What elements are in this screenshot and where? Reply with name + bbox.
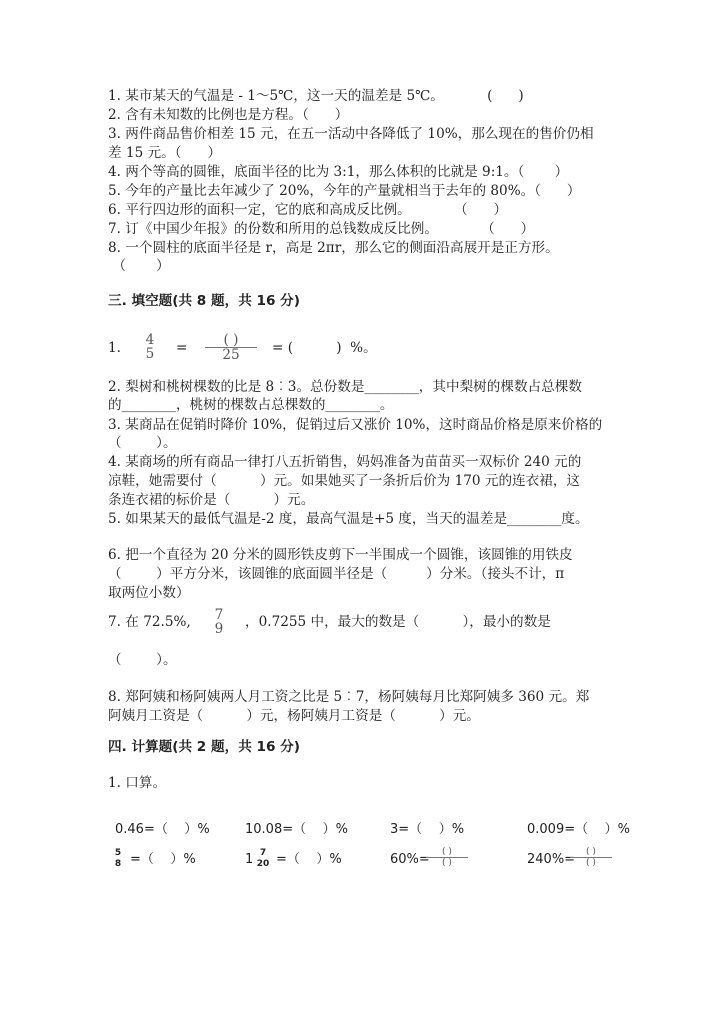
fill-line: 6. 把一个直径为 20 分米的圆形铁皮剪下一半围成一个圆锥，该圆锥的用铁皮 bbox=[108, 547, 573, 563]
calc-item: =（ ）% bbox=[130, 852, 196, 867]
judge-item-7: 7. 订《中国少年报》的份数和所用的总钱数成反比例。 （ ） bbox=[108, 221, 535, 237]
judge-item-1: 1. 某市某天的气温是 - 1～5℃，这一天的温差是 5℃。 ( ) bbox=[108, 88, 524, 104]
calc-item: 240%= bbox=[527, 852, 576, 867]
fill-line: 4. 某商场的所有商品一律打八五折销售，妈妈准备为苗苗买一双标价 240 元的 bbox=[108, 454, 582, 470]
fill-line: 的________，桃树的棵数占总棵数的________。 bbox=[108, 397, 394, 413]
fill-line: 取两位小数） bbox=[108, 585, 190, 601]
calc-item: 10.08=（ ）% bbox=[245, 822, 348, 837]
fraction-4-5: 4 5 bbox=[145, 332, 155, 362]
calc-item: =（ ）% bbox=[276, 852, 342, 867]
fill-line: 3. 某商品在促销时降价 10%，促销过后又涨价 10%，这时商品价格是原来价格的 bbox=[108, 417, 603, 433]
fill-q7-b: ，0.7255 中，最大的数是（ ），最小的数是 bbox=[245, 614, 551, 630]
equals-sign: = bbox=[176, 340, 188, 356]
fill-line: 2. 梨树和桃树棵数的比是 8︰3。总份数是________，其中梨树的棵数占总棵数 bbox=[108, 379, 582, 395]
calc-item: 0.46=（ ）% bbox=[115, 822, 210, 837]
calc-q1: 1. 口算。 bbox=[108, 775, 167, 791]
fill-line: 凉鞋，她需要付（ ）元。如果她买了一条折后价为 170 元的连衣裙，这 bbox=[108, 473, 581, 489]
judge-item-3: 3. 两件商品售价相差 15 元，在五一活动中各降低了 10%，那么现在的售价仍相 bbox=[108, 126, 594, 142]
fill-line: （ ）平方分米，该圆锥的底面圆半径是（ ）分米。（接头不计，π bbox=[108, 566, 565, 582]
mixed-whole: 1 bbox=[245, 852, 254, 867]
fraction-blank: ( ) ( ) bbox=[426, 847, 468, 868]
calc-item: 0.009=（ ）% bbox=[527, 822, 630, 837]
judge-item-5: 5. 今年的产量比去年减少了 20%，今年的产量就相当于去年的 80%。（ ） bbox=[108, 183, 581, 199]
judge-item-6: 6. 平行四边形的面积一定，它的底和高成反比例。 （ ） bbox=[108, 202, 508, 218]
fill-q1-tail: = ( ) %。 bbox=[272, 340, 377, 356]
fraction-5-8: 5 8 bbox=[114, 848, 122, 869]
fill-q1-num: 1. bbox=[108, 340, 121, 356]
fraction-blank-25: ( ) 25 bbox=[205, 333, 257, 362]
fill-line: 5. 如果某天的最低气温是-2 度，最高气温是+5 度，当天的温差是________度。 bbox=[108, 511, 589, 527]
judge-item-8-cont: （ ） bbox=[108, 258, 170, 274]
fill-q7-a: 7. 在 72.5%, bbox=[108, 614, 191, 630]
calc-item: 60%= bbox=[390, 852, 430, 867]
fraction-7-9: 7 9 bbox=[214, 607, 224, 637]
fill-line: 阿姨月工资是（ ）元，杨阿姨月工资是（ ）元。 bbox=[108, 708, 480, 724]
judge-item-3-cont: 差 15 元。（ ） bbox=[108, 145, 222, 161]
judge-item-2: 2. 含有未知数的比例也是方程。（ ） bbox=[108, 107, 349, 123]
fraction-blank: ( ) ( ) bbox=[570, 847, 612, 868]
fraction-7-20: 7 20 bbox=[256, 848, 270, 869]
fill-line: 条连衣裙的标价是（ ）元。 bbox=[108, 492, 315, 508]
judge-item-4: 4. 两个等高的圆锥，底面半径的比为 3:1，那么体积的比就是 9:1。（ ） bbox=[108, 164, 569, 180]
judge-item-8: 8. 一个圆柱的底面半径是 r，高是 2πr，那么它的侧面沿高展开是正方形。 bbox=[108, 240, 559, 256]
section-title-fill: 三. 填空题(共 8 题，共 16 分) bbox=[108, 293, 300, 309]
fill-line: （ ）。 bbox=[108, 435, 177, 451]
calc-item: 3=（ ）% bbox=[390, 822, 465, 837]
fill-line: 8. 郑阿姨和杨阿姨两人月工资之比是 5︰7，杨阿姨每月比郑阿姨多 360 元。郑 bbox=[108, 689, 590, 705]
section-title-calc: 四. 计算题(共 2 题，共 16 分) bbox=[108, 739, 300, 755]
fill-q7-c: （ ）。 bbox=[108, 652, 177, 668]
